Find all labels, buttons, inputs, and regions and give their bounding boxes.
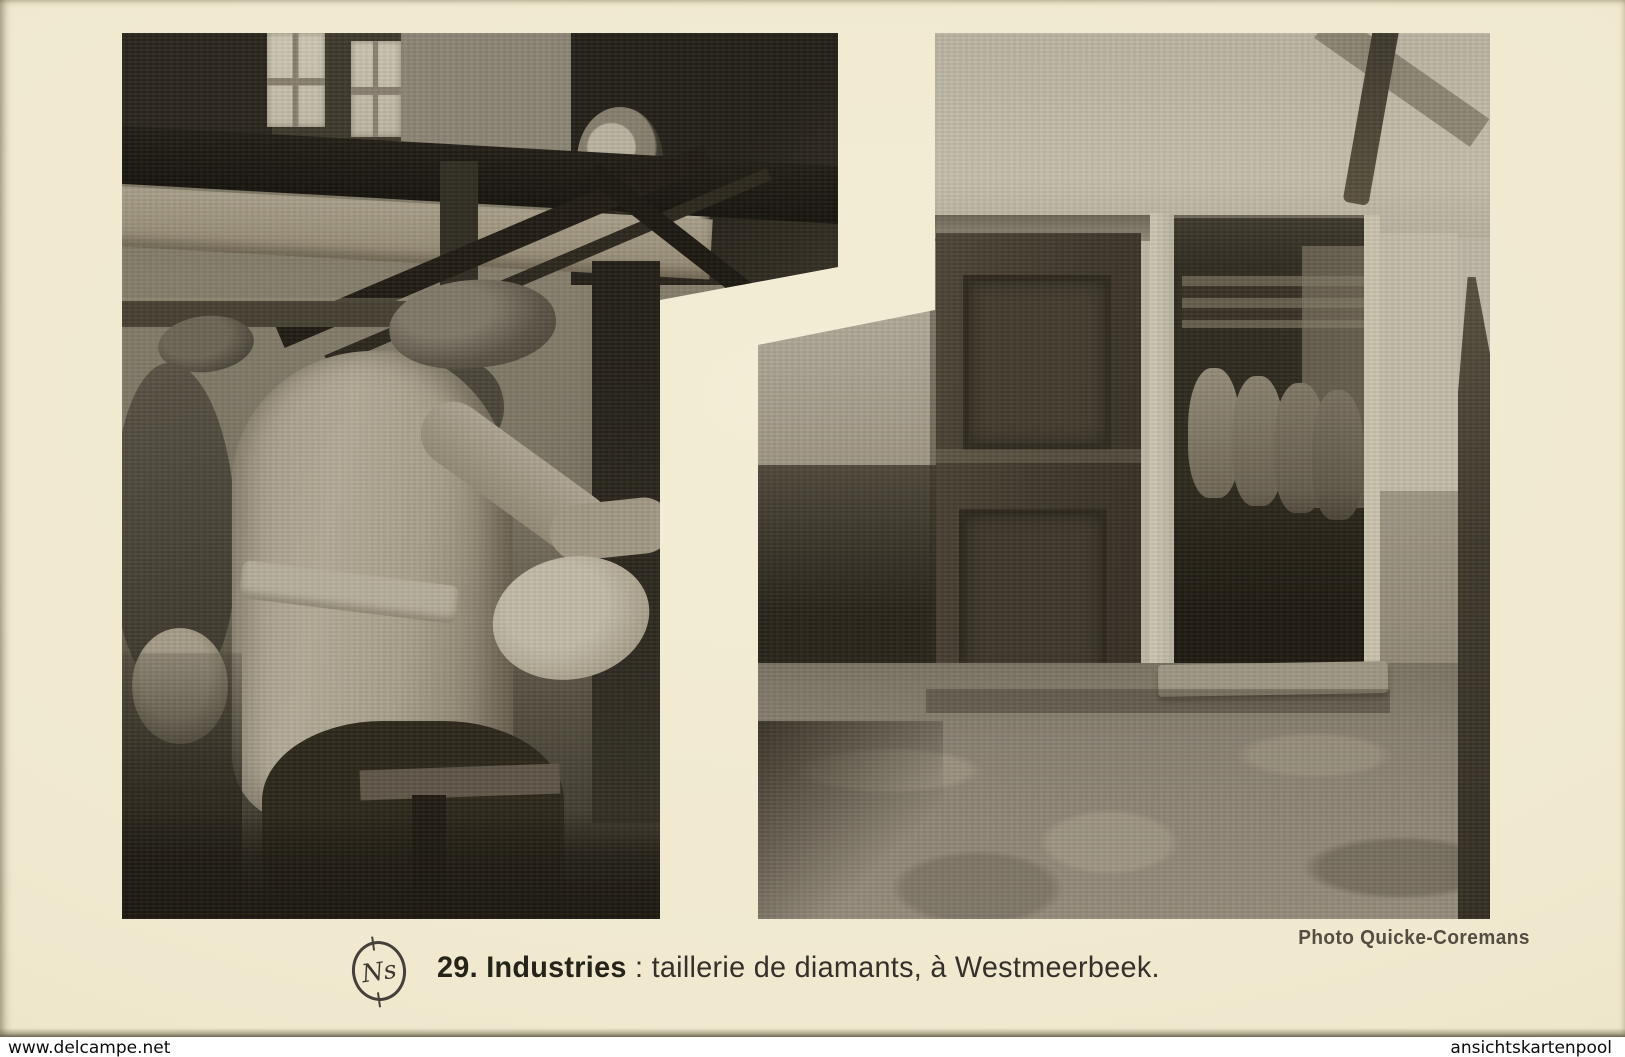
workshop-window-1 bbox=[267, 33, 325, 127]
workshop-ceiling-dark bbox=[122, 33, 274, 135]
closed-wooden-door bbox=[936, 233, 1141, 711]
right-wall-whitewashed bbox=[1380, 233, 1458, 491]
caption-separator: : bbox=[626, 951, 652, 984]
left-extension-shadow bbox=[758, 465, 936, 675]
floor-shadow-bottom bbox=[122, 811, 660, 919]
watermark-delcampe: www.delcampe.net bbox=[8, 1038, 171, 1057]
workshop-window-2 bbox=[351, 41, 401, 137]
right-wall-lower-gray bbox=[1380, 491, 1458, 673]
postcard-caption bbox=[437, 951, 1160, 985]
photo-right-doorway bbox=[758, 33, 1490, 919]
open-doorway-interior bbox=[1174, 218, 1364, 696]
caption-number-title: 29. Industries bbox=[437, 951, 627, 984]
publisher-logo-nels bbox=[348, 938, 410, 1005]
photo-credit: Photo Quicke-Coremans bbox=[1298, 927, 1530, 949]
postcard-bottom-edge bbox=[0, 1028, 1625, 1037]
dark-wooden-post bbox=[1458, 277, 1490, 919]
caption-subject-text: taillerie de diamants, à Westmeerbeek. bbox=[651, 951, 1160, 984]
photo-left-workshop bbox=[122, 33, 838, 919]
door-frame-right-jamb bbox=[1364, 215, 1380, 697]
door-mid-rail bbox=[936, 449, 1141, 463]
threshold-shadow bbox=[926, 689, 1390, 713]
left-extension-wall bbox=[758, 310, 936, 488]
workshop-upper-wall bbox=[401, 33, 576, 151]
door-lower-panel bbox=[959, 509, 1107, 679]
publisher-logo-monogram: Ns bbox=[359, 954, 399, 988]
floor-dark-corner bbox=[758, 721, 943, 919]
door-upper-panel bbox=[963, 275, 1111, 450]
wall-corner-seam bbox=[930, 238, 936, 686]
watermark-ansichtskartenpool: ansichtskartenpool bbox=[1450, 1038, 1612, 1057]
door-frame-left-jamb bbox=[1150, 213, 1174, 705]
watermark-strip bbox=[0, 1037, 1625, 1057]
